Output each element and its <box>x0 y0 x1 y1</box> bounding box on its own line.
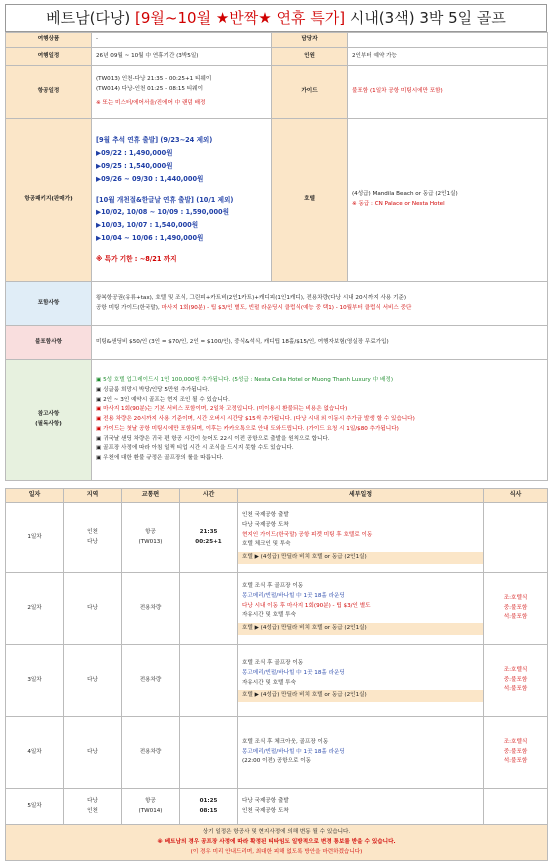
day-label: 4일차 <box>6 717 64 789</box>
detail-line: 현지인 가이드(한국말) 공항 피켓 미팅 후 호텔로 이동 <box>242 531 373 538</box>
day-time <box>180 645 238 717</box>
package-label: 항공패키지(판매가) <box>6 119 92 282</box>
day-meal <box>484 573 548 645</box>
detail-line: 호텔 조식 후 체크아웃, 골프장 이동 <box>242 738 329 745</box>
region-text: 다낭 <box>87 676 98 683</box>
detail-line: 몽고메리/빈펄/바나힐 中 1곳 18홀 라운딩 <box>242 592 345 599</box>
note-item: ▣ 전용 차량은 20시까지 사용 기준이며, 시간 오버시 시간당 $15씩 추가됩니다. (다낭 시내 외 이동시 추가금 발생 할 수 있습니다) <box>96 416 415 423</box>
price-line: ▶09/25 : 1,540,000원 <box>96 161 173 170</box>
day-meal <box>484 789 548 825</box>
flight-cell <box>92 66 272 119</box>
col-header: 교통편 <box>122 489 180 503</box>
meal-text: 조:호텔식 <box>503 594 528 601</box>
notes-cell <box>92 360 548 481</box>
region-text: 다낭 <box>87 604 98 611</box>
meal-text: 석:불포함 <box>503 686 528 693</box>
col-header: 지역 <box>64 489 122 503</box>
dates-label: 여행일정 <box>6 48 92 66</box>
meal-text: 석:불포함 <box>503 758 528 765</box>
day-region <box>64 645 122 717</box>
day-details <box>238 717 484 789</box>
incl-line: 왕복항공권(유류+tax), 호텔 및 조식, 그린피+카트비(2인1카트)+캐디피(1인1캐디), 전용차량(다낭 시내 20시까지 사용 기준) <box>96 294 407 301</box>
day-transport <box>122 645 180 717</box>
note-item: ▣ 싱글룸 희망시 박당/인당 5만원 추가됩니다. <box>96 386 210 393</box>
title-promo: [9월~10월 ★반짝★ 연휴 특가] <box>135 9 346 27</box>
col-header: 세부일정 <box>238 489 484 503</box>
detail-line: 인천 국제공항 도착 <box>242 807 289 814</box>
detail-line: 호텔 조식 후 골프장 이동 <box>242 583 304 590</box>
time-text: 21:35 <box>199 528 218 535</box>
footer-notice <box>6 825 548 861</box>
title-part1: 베트남(다낭) <box>46 9 136 27</box>
transport-text: 전용차량 <box>139 604 162 611</box>
col-header: 식사 <box>484 489 548 503</box>
meal-text: 조:호텔식 <box>503 738 528 745</box>
guide-value: 불포함 (1일차 공항 미팅시에만 포함) <box>348 66 548 119</box>
day-label: 2일차 <box>6 573 64 645</box>
day-row <box>6 645 548 717</box>
product-value: - <box>92 33 272 48</box>
flight-line: (TW014) 다낭-인천 01:25 - 08:15 티웨이 <box>96 85 203 92</box>
time-text: 00:25+1 <box>195 538 222 545</box>
detail-line: (22:00 이전) 공항으로 이동 <box>242 758 312 765</box>
transport-text: 항공 <box>145 797 156 804</box>
day-transport <box>122 717 180 789</box>
note-item: ▣ 2인 ~ 3인 예약시 골프는 현지 조인 될 수 있습니다. <box>96 396 230 403</box>
transport-text: 전용차량 <box>139 676 162 683</box>
footer-line: 상기 일정은 항공사 및 현지사정에 의해 변동 될 수 있습니다. <box>202 829 351 835</box>
note-item: ▣ 마사지 1회(90분)는 기본 서비스 포함이며, 2일차 고정입니다. (미이용시 환불되는 비용은 없습니다) <box>96 406 348 413</box>
note-item: ▣ 귀국날 샌딩 차량은 귀국 편 항공 시간이 늦어도 22시 이전 공항으로 출발을 원칙으로 합니다. <box>96 435 330 442</box>
incl-line: 공항 미팅 가이드(한국말), 마사지 1회(90분) - 팁 $3/인 별도, 빈펄 라운딩시 클럽식(예능 중 택1) - 10월부터 클럽식 서비스 중단 <box>96 304 412 311</box>
day-label: 1일차 <box>6 503 64 573</box>
incl-label: 포함사항 <box>6 282 92 326</box>
day-time <box>180 573 238 645</box>
meal-text: 중:불포함 <box>503 748 528 755</box>
detail-line: 다낭 국제공항 도착 <box>242 521 289 528</box>
detail-line: 몽고메리/빈펄/바나힐 中 1곳 18홀 라운딩 <box>242 748 345 755</box>
product-label: 여행상품 <box>6 33 92 48</box>
day-meal <box>484 503 548 573</box>
detail-line: 다낭 시내 이동 후 마사지 1회(90분) - 팁 $3/인 별도 <box>242 602 371 609</box>
transport-text: (TW013) <box>138 538 163 545</box>
incl-cell <box>92 282 548 326</box>
day-time <box>180 503 238 573</box>
day-details <box>238 789 484 825</box>
detail-line: 몽고메리/빈펄/바나힐 中 1곳 18홀 라운딩 <box>242 669 345 676</box>
price-line: ▶10/04 ~ 10/06 : 1,490,000원 <box>96 234 204 243</box>
transport-text: 항공 <box>145 528 156 535</box>
title-part3: 시내(3색) 3박 5일 골프 <box>345 9 506 27</box>
day-meal <box>484 645 548 717</box>
flight-label: 항공일정 <box>6 66 92 119</box>
itinerary-body <box>6 503 548 825</box>
day-meal <box>484 717 548 789</box>
info-table <box>5 32 548 481</box>
price-line: ▶09/26 ~ 09/30 : 1,440,000원 <box>96 174 204 183</box>
day-region <box>64 503 122 573</box>
note-item: ▣ 가이드는 첫날 공항 미팅시에만 포함되며, 이후는 카카오톡으로 안내 도와드립니다. (가이드 요청 시 1일/$80 추가됩니다) <box>96 425 399 432</box>
price-line: ▶10/03, 10/07 : 1,540,000원 <box>96 221 199 230</box>
transport-text: 전용차량 <box>139 748 162 755</box>
region-text: 다낭 <box>87 797 98 804</box>
day-label: 3일차 <box>6 645 64 717</box>
footer-line: ※ 베트남의 경우 공프장 사정에 따라 확정된 티타임도 일방적으로 변경 통보를 받을 수 있습니다. <box>157 838 396 845</box>
day-details <box>238 645 484 717</box>
notes-label: 참고사항 (필독사항) <box>6 360 92 481</box>
col-header: 일자 <box>6 489 64 503</box>
price-line: ▶09/22 : 1,490,000원 <box>96 149 173 158</box>
itinerary-table <box>5 488 548 861</box>
day-transport <box>122 573 180 645</box>
day-details <box>238 573 484 645</box>
day-hotel: 호텔 ▶ (4성급) 만딜라 비치 호텔 or 동급 (2인1실) <box>238 623 483 635</box>
detail-line: 인천 국제공항 출발 <box>242 512 289 519</box>
day-region <box>64 789 122 825</box>
day-row <box>6 573 548 645</box>
col-header: 시간 <box>180 489 238 503</box>
detail-line: 다낭 국제공항 출발 <box>242 797 289 804</box>
meal-text: 석:불포함 <box>503 614 528 621</box>
day-time <box>180 789 238 825</box>
region-text: 다낭 <box>87 538 98 545</box>
note-item: ▣ 5성 호텔 업그레이드시 1인 100,000원 추가됩니다. (5성급 : Nesta Celia Hotel or Muong Thanh Luxury 中 배정) <box>96 376 393 383</box>
day-transport <box>122 503 180 573</box>
people-value: 2인부터 예약 가능 <box>348 48 548 66</box>
flight-line: (TW013) 인천-다낭 21:35 - 00:25+1 티웨이 <box>96 75 212 82</box>
detail-line: 호텔 조식 후 골프장 이동 <box>242 659 304 666</box>
hotel-value: (4성급) Mandila Beach or 동급 (2인1실) <box>352 191 458 198</box>
time-text: 08:15 <box>199 807 218 814</box>
footer-line: (이 경우 미리 안내드리며, 최대한 피해 없도록 방안을 마련하겠습니다) <box>190 848 363 855</box>
deadline: ※ 특가 기한 : ~8/21 까지 <box>96 254 177 263</box>
detail-line: 자유시간 및 호텔 투숙 <box>242 612 296 619</box>
page-title <box>5 4 547 32</box>
excl-value: 미팅&샌딩비 $50/인 (3인 = $70/인, 2인 = $100/인), 중식&석식, 캐디팁 18홀/$15/인, 여행자보험(영실장 무료가입) <box>92 326 548 360</box>
guide-label: 가이드 <box>272 66 348 119</box>
hotel-note: ※ 동급 : CN Palace or Nesta Hotel <box>352 201 445 207</box>
day-time <box>180 717 238 789</box>
region-text: 인천 <box>87 807 98 814</box>
note-item: ▣ 우천에 대한 환불 규정은 골프장의 룰을 따릅니다. <box>96 455 224 462</box>
day-region <box>64 573 122 645</box>
sep-header: [9월 추석 연휴 출발] (9/23~24 제외) <box>96 136 213 145</box>
day-hotel: 호텔 ▶ (4성급) 만딜라 비치 호텔 or 동급 (2인1실) <box>238 690 483 702</box>
day-transport <box>122 789 180 825</box>
excl-label: 불포함사항 <box>6 326 92 360</box>
day-label: 5일차 <box>6 789 64 825</box>
day-hotel: 호텔 ▶ (4성급) 만딜라 비치 호텔 or 동급 (2인1실) <box>238 552 483 564</box>
time-text: 01:25 <box>199 797 218 804</box>
transport-text: (TW014) <box>138 807 163 814</box>
flight-note: ※ 또는 미스터/에어서울/진에어 中 랜덤 배정 <box>96 100 206 107</box>
day-row <box>6 503 548 573</box>
day-row <box>6 717 548 789</box>
note-item: ▣ 골프장 사정에 따라 아침 일찍 티업 시간 시 조식을 드시지 못할 수도 있습니다. <box>96 445 294 452</box>
hotel-label: 호텔 <box>272 119 348 282</box>
meal-text: 중:불포함 <box>503 604 528 611</box>
meal-text: 중:불포함 <box>503 676 528 683</box>
dates-value: 26년 09월 ~ 10월 中 연휴기간 (3박5일) <box>92 48 272 66</box>
package-cell <box>92 119 272 282</box>
price-line: ▶10/02, 10/08 ~ 10/09 : 1,590,000원 <box>96 208 229 217</box>
manager-label: 담당자 <box>272 33 348 48</box>
detail-line: 호텔 체크인 및 투숙 <box>242 541 291 548</box>
region-text: 다낭 <box>87 748 98 755</box>
hotel-cell <box>348 119 548 282</box>
oct-header: [10월 개천절&한글날 연휴 출발] (10/1 제외) <box>96 195 234 204</box>
day-details <box>238 503 484 573</box>
people-label: 인원 <box>272 48 348 66</box>
day-row <box>6 789 548 825</box>
manager-value <box>348 33 548 48</box>
day-region <box>64 717 122 789</box>
meal-text: 조:호텔식 <box>503 666 528 673</box>
detail-line: 자유시간 및 호텔 투숙 <box>242 679 296 686</box>
region-text: 인천 <box>87 528 98 535</box>
